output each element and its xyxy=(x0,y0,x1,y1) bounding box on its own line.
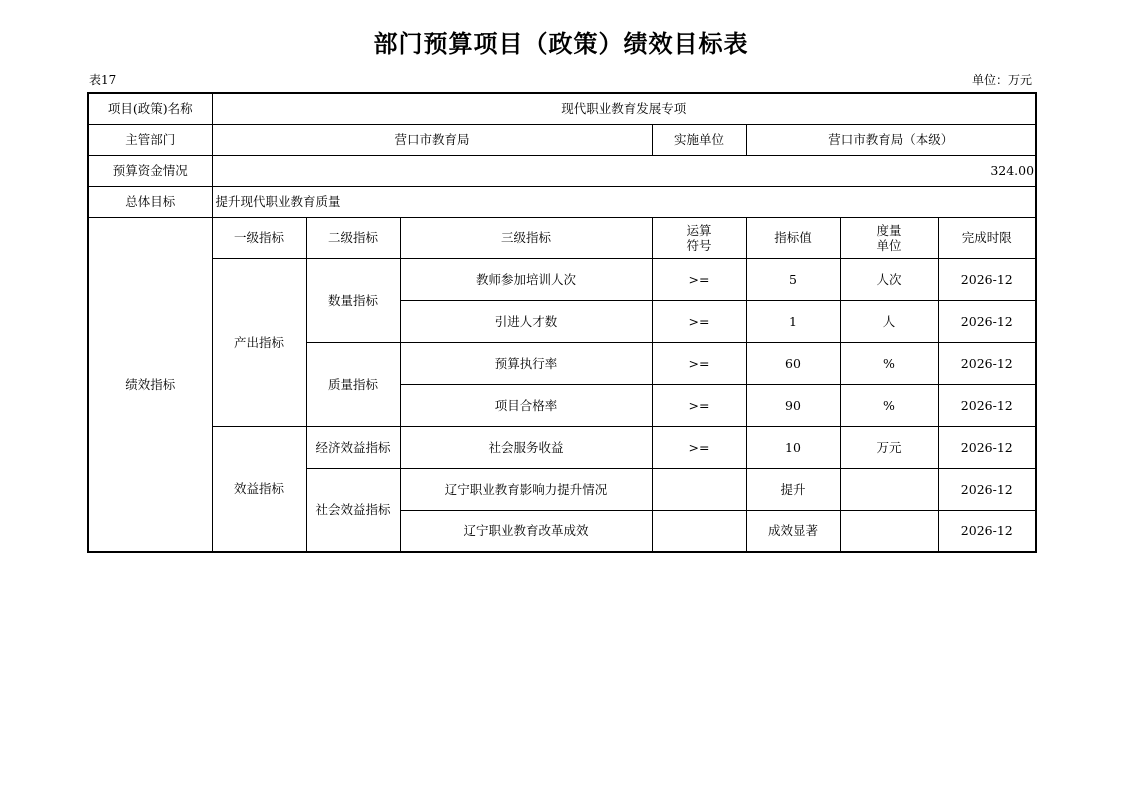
header-unit-line1: 度量 xyxy=(876,222,902,238)
indicator-name: 社会服务收益 xyxy=(400,426,652,468)
indicator-name: 预算执行率 xyxy=(400,342,652,384)
header-deadline: 完成时限 xyxy=(938,217,1036,258)
header-unit-line2: 单位 xyxy=(876,237,902,253)
indicator-operator xyxy=(652,510,746,552)
department-value: 营口市教育局 xyxy=(212,124,652,155)
indicator-unit: 人次 xyxy=(840,258,938,300)
indicator-deadline: 2026-12 xyxy=(938,300,1036,342)
indicator-name: 辽宁职业教育改革成效 xyxy=(400,510,652,552)
indicator-unit: 人 xyxy=(840,300,938,342)
indicator-value: 5 xyxy=(746,258,840,300)
project-name-value: 现代职业教育发展专项 xyxy=(212,93,1036,124)
indicator-deadline: 2026-12 xyxy=(938,342,1036,384)
indicator-operator: >= xyxy=(652,384,746,426)
unit-label: 单位：万元 xyxy=(971,73,1032,87)
indicator-unit: % xyxy=(840,342,938,384)
performance-target-table xyxy=(87,92,1037,553)
indicator-value: 提升 xyxy=(746,468,840,510)
indicator-operator: >= xyxy=(652,426,746,468)
indicator-operator xyxy=(652,468,746,510)
indicator-deadline: 2026-12 xyxy=(938,384,1036,426)
header-operator-line1: 运算 xyxy=(686,222,712,238)
table-row xyxy=(88,426,1036,468)
indicator-value: 90 xyxy=(746,384,840,426)
header-operator-line2: 符号 xyxy=(686,237,712,253)
budget-label: 预算资金情况 xyxy=(88,155,212,186)
indicator-name: 项目合格率 xyxy=(400,384,652,426)
group-social: 社会效益指标 xyxy=(306,468,400,552)
indicator-value: 成效显著 xyxy=(746,510,840,552)
header-operator xyxy=(652,217,746,258)
indicator-name: 辽宁职业教育影响力提升情况 xyxy=(400,468,652,510)
header-level2: 二级指标 xyxy=(306,217,400,258)
indicator-operator: >= xyxy=(652,258,746,300)
indicator-deadline: 2026-12 xyxy=(938,510,1036,552)
indicator-deadline: 2026-12 xyxy=(938,426,1036,468)
group-output: 产出指标 xyxy=(212,258,306,426)
implementing-unit-value: 营口市教育局（本级） xyxy=(746,124,1036,155)
indicator-name: 教师参加培训人次 xyxy=(400,258,652,300)
budget-value: 324.00 xyxy=(212,155,1036,186)
indicator-operator: >= xyxy=(652,342,746,384)
indicator-unit xyxy=(840,510,938,552)
indicator-name: 引进人才数 xyxy=(400,300,652,342)
indicator-deadline: 2026-12 xyxy=(938,468,1036,510)
indicator-header-row xyxy=(88,217,1036,258)
header-unit xyxy=(840,217,938,258)
indicator-value: 60 xyxy=(746,342,840,384)
project-name-row xyxy=(88,93,1036,124)
group-benefit: 效益指标 xyxy=(212,426,306,552)
indicator-unit: 万元 xyxy=(840,426,938,468)
indicator-value: 1 xyxy=(746,300,840,342)
budget-row xyxy=(88,155,1036,186)
header-level1: 一级指标 xyxy=(212,217,306,258)
department-row xyxy=(88,124,1036,155)
department-label: 主管部门 xyxy=(88,124,212,155)
group-economic: 经济效益指标 xyxy=(306,426,400,468)
group-quality: 质量指标 xyxy=(306,342,400,426)
group-quantity: 数量指标 xyxy=(306,258,400,342)
indicator-operator: >= xyxy=(652,300,746,342)
header-value: 指标值 xyxy=(746,217,840,258)
indicator-unit xyxy=(840,468,938,510)
performance-indicators-label: 绩效指标 xyxy=(88,217,212,552)
overall-goal-label: 总体目标 xyxy=(88,186,212,217)
table-number: 表17 xyxy=(89,73,117,87)
overall-goal-value: 提升现代职业教育质量 xyxy=(212,186,1036,217)
indicator-unit: % xyxy=(840,384,938,426)
indicator-deadline: 2026-12 xyxy=(938,258,1036,300)
page-title: 部门预算项目（政策）绩效目标表 xyxy=(373,30,749,58)
indicator-value: 10 xyxy=(746,426,840,468)
implementing-unit-label: 实施单位 xyxy=(652,124,746,155)
project-name-label: 项目(政策)名称 xyxy=(88,93,212,124)
table-row xyxy=(88,258,1036,300)
header-level3: 三级指标 xyxy=(400,217,652,258)
overall-goal-row xyxy=(88,186,1036,217)
